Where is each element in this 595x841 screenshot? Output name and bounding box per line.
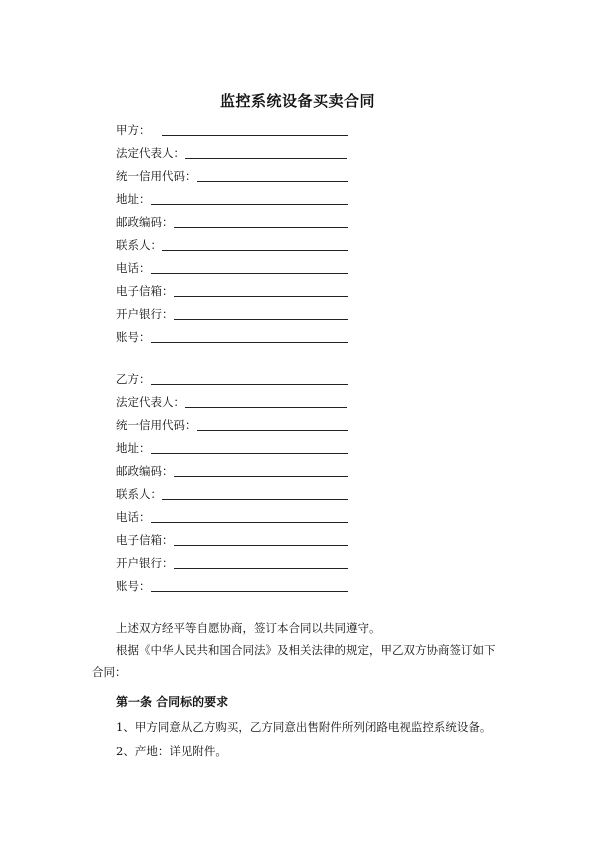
party-a-phone-label: 电话： <box>116 261 151 275</box>
party-b-legal-rep-field <box>116 393 347 409</box>
party-a-address-field <box>116 190 348 206</box>
party-b-address-line[interactable] <box>151 452 348 454</box>
party-a-email-line[interactable] <box>174 295 348 297</box>
party-b-postcode-field <box>116 462 348 478</box>
party-a-legal-rep-line[interactable] <box>185 157 347 159</box>
party-a-contact-line[interactable] <box>162 249 348 251</box>
party-a-address-line[interactable] <box>151 203 348 205</box>
party-b-email-line[interactable] <box>174 544 348 546</box>
party-a-credit-code-field <box>116 167 348 183</box>
party-b-postcode-line[interactable] <box>174 475 348 477</box>
party-a-phone-line[interactable] <box>151 272 348 274</box>
party-b-credit-code-label: 统一信用代码： <box>116 418 197 432</box>
party-b-email-label: 电子信箱： <box>116 533 174 547</box>
party-b-credit-code-line[interactable] <box>197 429 348 431</box>
party-b-phone-label: 电话： <box>116 510 151 524</box>
document-title: 监控系统设备买卖合同 <box>219 92 375 110</box>
party-a-bank-label: 开户银行： <box>116 307 174 321</box>
intro-paragraph-2-line-1: 根据《中华人民共和国合同法》及相关法律的规定，甲乙双方协商签订如下 <box>116 643 496 657</box>
party-b-phone-line[interactable] <box>151 521 348 523</box>
party-a-postcode-line[interactable] <box>174 226 348 228</box>
party-a-contact-label: 联系人： <box>116 238 162 252</box>
party-a-name-line[interactable] <box>162 134 348 136</box>
party-b-legal-rep-line[interactable] <box>185 406 347 408</box>
party-b-address-label: 地址： <box>116 441 151 455</box>
party-b-contact-line[interactable] <box>162 498 348 500</box>
party-a-account-field <box>116 328 348 344</box>
article-1-item-2: 2、产地：详见附件。 <box>116 744 227 758</box>
party-a-phone-field <box>116 259 348 275</box>
party-b-account-label: 账号： <box>116 579 151 593</box>
party-b-address-field <box>116 439 348 455</box>
party-a-postcode-label: 邮政编码： <box>116 215 174 229</box>
party-a-credit-code-label: 统一信用代码： <box>116 169 197 183</box>
party-a-bank-line[interactable] <box>174 318 348 320</box>
intro-paragraph-1: 上述双方经平等自愿协商，签订本合同以共同遵守。 <box>116 621 381 635</box>
party-a-legal-rep-label: 法定代表人： <box>116 146 185 160</box>
party-a-email-label: 电子信箱： <box>116 284 174 298</box>
party-a-account-label: 账号： <box>116 330 151 344</box>
party-a-legal-rep-field <box>116 144 347 160</box>
party-b-name-line[interactable] <box>151 383 348 385</box>
party-a-bank-field <box>116 305 348 321</box>
party-b-legal-rep-label: 法定代表人： <box>116 395 185 409</box>
party-b-name-label: 乙方： <box>116 372 151 386</box>
party-b-contact-field <box>116 485 348 501</box>
party-a-email-field <box>116 282 348 298</box>
party-a-contact-field <box>116 236 348 252</box>
party-b-contact-label: 联系人： <box>116 487 162 501</box>
party-a-name-field <box>116 121 348 137</box>
article-1-heading: 第一条 合同标的要求 <box>116 695 229 709</box>
party-a-address-label: 地址： <box>116 192 151 206</box>
party-b-email-field <box>116 531 348 547</box>
party-b-phone-field <box>116 508 348 524</box>
party-b-account-line[interactable] <box>151 590 348 592</box>
party-a-postcode-field <box>116 213 348 229</box>
party-b-bank-field <box>116 554 348 570</box>
party-b-postcode-label: 邮政编码： <box>116 464 174 478</box>
party-b-bank-label: 开户银行： <box>116 556 174 570</box>
party-b-bank-line[interactable] <box>174 567 348 569</box>
intro-paragraph-2-line-2: 合同： <box>92 665 127 679</box>
party-b-account-field <box>116 577 348 593</box>
party-a-name-label: 甲方： <box>116 123 151 137</box>
party-a-credit-code-line[interactable] <box>197 180 348 182</box>
party-a-account-line[interactable] <box>151 341 348 343</box>
article-1-item-1: 1、甲方同意从乙方购买，乙方同意出售附件所列闭路电视监控系统设备。 <box>116 720 492 734</box>
party-b-name-field <box>116 370 348 386</box>
party-b-credit-code-field <box>116 416 348 432</box>
